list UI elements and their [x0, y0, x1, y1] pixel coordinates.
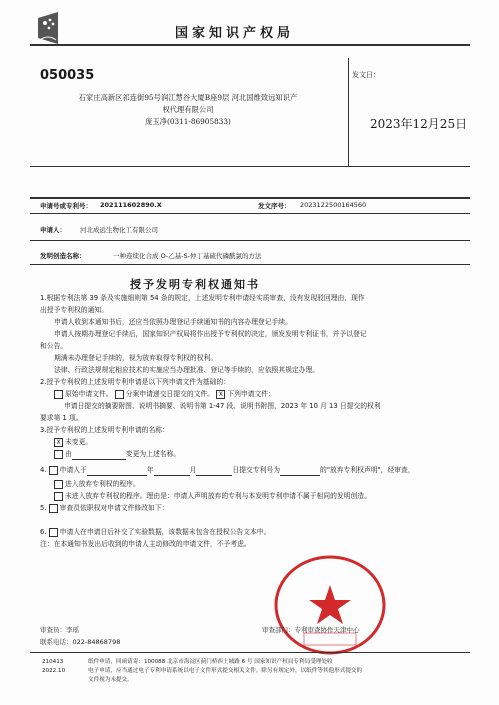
invention-label: 发明创造名称： — [40, 252, 86, 260]
checkbox-divisional[interactable] — [115, 390, 124, 399]
national-emblem-icon — [34, 10, 62, 46]
checkbox-waiver[interactable] — [49, 466, 58, 475]
date-value: 2023年12月25日 — [370, 117, 468, 131]
exam-dept: 审查部门：专利审查协作天津中心 — [262, 626, 360, 634]
checkbox-original[interactable] — [54, 390, 63, 399]
app-no: 202111602890.X — [100, 201, 162, 209]
recipient-address: 石家庄高新区祁连街95号润江慧谷大厦B座9层 河北国维致远知识产 权代理有限公司 庞玉净(0311-86905833) — [78, 93, 298, 126]
doc-no: 2023122500164560 — [300, 201, 367, 209]
invention-title: 一种连续化合成 O-乙基-S-仲丁基硫代磷酰氯的方法 — [113, 252, 262, 260]
doc-no-label: 发文序号： — [258, 202, 291, 210]
checkbox-unchanged[interactable]: X — [54, 438, 63, 447]
checkbox-following-docs[interactable]: X — [216, 390, 225, 399]
official-seal-icon — [274, 555, 386, 655]
postal-code: 050035 — [40, 68, 95, 83]
date-label: 发文日： — [352, 71, 380, 79]
checkbox-data[interactable] — [49, 528, 58, 537]
notice-body: 1.根据专利法第 39 条及实施细则第 54 条的规定，上述发明专利申请经实质审查，没有发现驳回理由，现作 出授予专利权的通知。 申请人收到本通知书后，还应当依照办理登记手续通知书的内容办理登记手续。 申请人按期办理登记手续后，国家知识产权局将作出授予专利权的决定，颁发发明专利证书，并予以登记 和公告。 期满未办理登记手续的，视为放弃取得专利权的权利。 法律、行政法规规定相应技术的实施应当办理批准、登记等手续的，应依照其规定办理。 2.授予专利权的上述发明专利申请是以下列申请文件为基础的： 原始申请文件。 分案申请递交日提交的文件。 X 下列申请文件： 申请日提交的摘要附图、说明书摘要、说明书第 1-47 段、说明书附图，2023 年 10 月 13 日提交的权利 要求第 1 项。 3.授予专利权的上述发明专利申请的名称： X 未变更。 由 变更为上述名称。 4. 申请人于 年 月 日提交专利号为 的"放弃专利权声明"，经审查， 进入放弃专利权的程序。 未进入放弃专利权的程序。理由是：申请人声明放弃的专利与本发明专利申请不属于相同的发明创造。 5. 审查员依职权对申请文件修改如下： 6. 申请人在申请日后补交了实验数据，该数据未包含在授权公告文本中。 注：在本通知书发出后收到的申请人主动修改的申请文件，不予考虑。 — [40, 294, 415, 548]
contact-phone: 联系电话：022-84868798 — [40, 638, 121, 646]
notice-title: 授予发明专利权通知书 — [130, 278, 260, 291]
office-title: 国家知识产权局 — [175, 26, 295, 41]
applicant: 河北成远生物化工有限公司 — [80, 226, 158, 234]
applicant-label: 申请人： — [40, 226, 66, 234]
form-code: 210413 2022.10 — [42, 659, 66, 674]
examiner: 审查员：李瑶 — [40, 626, 79, 634]
app-no-label: 申请号或专利号： — [40, 202, 92, 210]
checkbox-waiver-rejected[interactable] — [54, 492, 63, 501]
footer-notes: 纸件申请，回函请寄：100088 北京市海淀区蓟门桥西土城路 6 号 国家知识产权局专利局受理处收 电子申请，应当通过电子专利申请系统以电子文件形式提交相关文件。除另有规定外，以纸件等其他形式提交的 文件视为未提交。 — [88, 659, 363, 683]
checkbox-changed[interactable] — [54, 450, 63, 459]
checkbox-waiver-accepted[interactable] — [54, 480, 63, 489]
checkbox-amendment[interactable] — [49, 504, 58, 513]
